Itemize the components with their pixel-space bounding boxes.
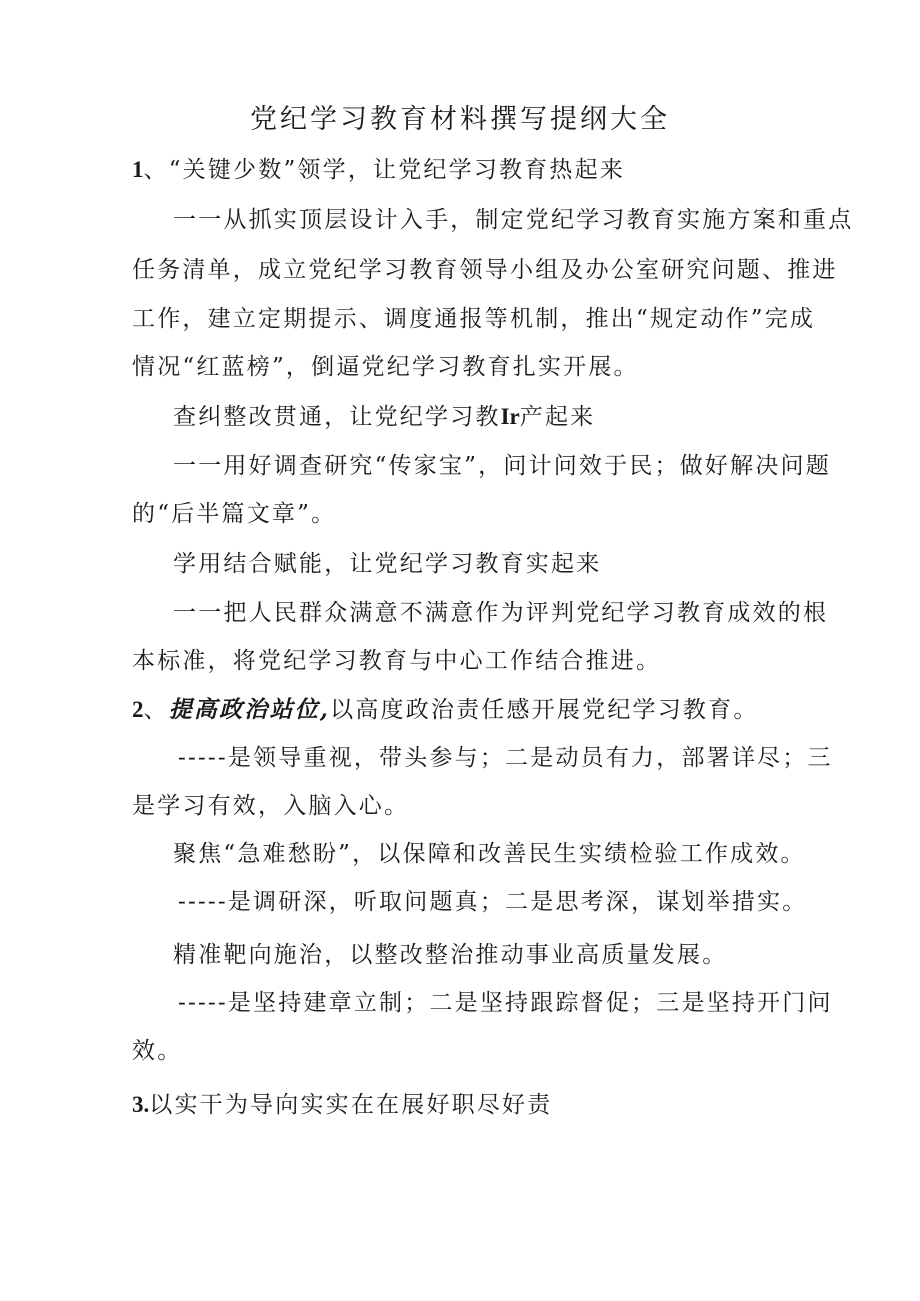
- section-1-para-2-line-1: 一一用好调查研究“传家宝”，问计问效于民；做好解决问题: [173, 453, 831, 479]
- section-3-heading: [132, 1090, 552, 1120]
- document-title: 党纪学习教育材料撰写提纲大全: [250, 104, 670, 135]
- section-1-para-3-line-2: 本标准，将党纪学习教育与中心工作结合推进。: [132, 648, 662, 674]
- section-2-subheading-3: 精准靶向施治，以整改整治推动事业高质量发展。: [173, 942, 728, 968]
- section-1-para-1-line-2: 任务清单，成立党纪学习教育领导小组及办公室研究问题、推进: [132, 257, 838, 283]
- section-2-number: 2: [132, 697, 144, 722]
- section-1-para-1-line-3: 工作，建立定期提示、调度通报等机制，推出“规定动作”完成: [132, 306, 816, 332]
- subheading-2-text-a: 查纠整改贯通，让党纪学习教: [173, 404, 501, 430]
- subheading-2-text-b: 产起来: [519, 404, 596, 430]
- section-2-para-1-line-1: -----是领导重视，带头参与；二是动员有力，部署详尽；三: [178, 745, 833, 771]
- section-1-para-3-line-1: 一一把人民群众满意不满意作为评判党纪学习教育成效的根: [173, 600, 829, 626]
- section-2-heading: [132, 695, 759, 725]
- section-3-number: 3.: [132, 1092, 150, 1117]
- section-1-subheading-3: 学用结合赋能，让党纪学习教育实起来: [173, 551, 602, 577]
- section-1-heading: [132, 155, 625, 185]
- section-2-heading-rest: 以高度政治责任感开展党纪学习教育。: [330, 697, 759, 723]
- section-2-para-2-line-1: -----是调研深，听取问题真；二是思考深，谋划举措实。: [178, 889, 808, 915]
- subheading-2-text-latin: Ir: [500, 404, 520, 429]
- section-2-emphasis: 提高政治站位,: [168, 696, 331, 723]
- section-1-heading-text: 、“关键少数”领学，让党纪学习教育热起来: [143, 157, 626, 183]
- section-1-subheading-2: [173, 402, 595, 432]
- section-2-para-1-line-2: 是学习有效，入脑入心。: [132, 793, 410, 819]
- section-1-para-2-line-2: 的“后半篇文章”。: [132, 501, 337, 527]
- section-2-para-3-line-2: 效。: [132, 1038, 183, 1064]
- section-1-number: 1: [132, 157, 144, 182]
- section-1-para-1-line-4: 情况“红蓝榜”，倒逼党纪学习教育扎实开展。: [132, 354, 639, 380]
- section-2-sep: 、: [143, 697, 169, 723]
- section-1-para-1-line-1: 一一从抓实顶层设计入手，制定党纪学习教育实施方案和重点: [173, 207, 854, 233]
- section-2-subheading-2: 聚焦“急难愁盼”，以保障和改善民生实绩检验工作成效。: [173, 841, 806, 867]
- section-2-para-3-line-1: -----是坚持建章立制；二是坚持跟踪督促；三是坚持开门问: [178, 990, 833, 1016]
- section-3-heading-text: 以实干为导向实实在在展好职尽好责: [149, 1092, 553, 1118]
